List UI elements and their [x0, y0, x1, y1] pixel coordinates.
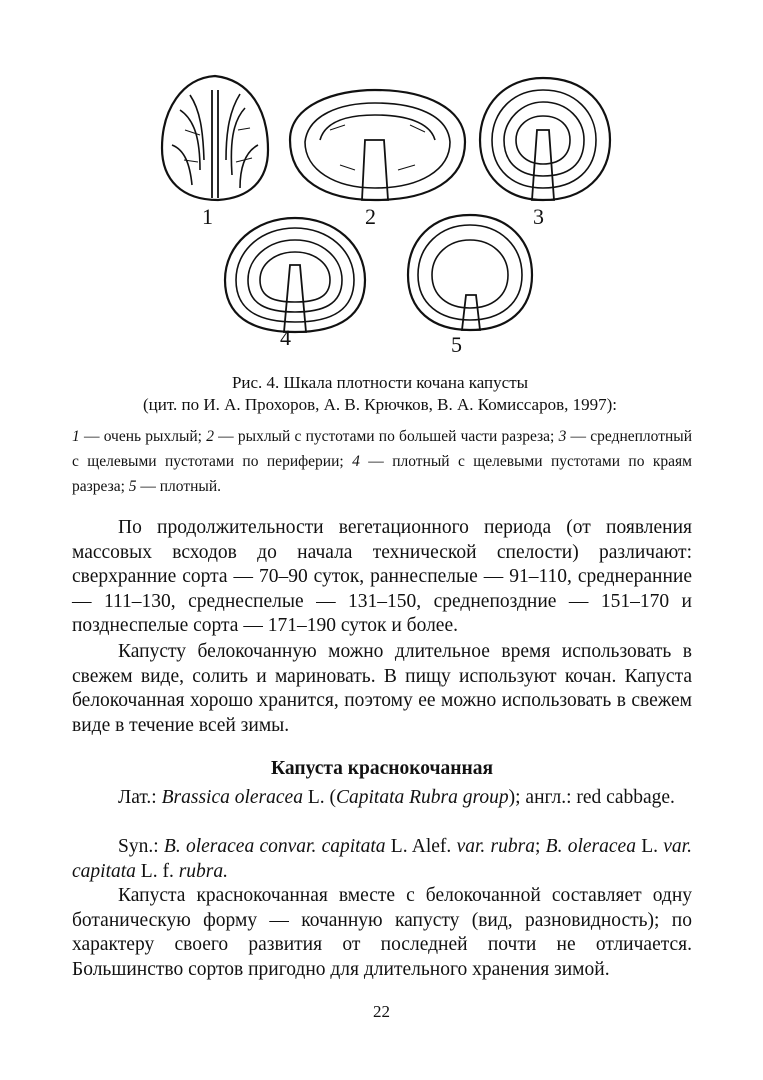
syn-e: B. oleracea — [545, 836, 636, 857]
legend-text-1: — очень рыхлый; — [79, 428, 207, 445]
caption-line-1: Рис. 4. Шкала плотности кочана капусты — [231, 373, 529, 392]
figure-legend — [72, 424, 692, 499]
figure-label-3: 3 — [533, 204, 544, 229]
legend-text-5: — плотный. — [136, 478, 221, 495]
legend-num-5: 5 — [128, 478, 137, 495]
latin-author: L. ( — [302, 787, 336, 808]
syn-f: L. — [635, 836, 664, 857]
latin-prefix: Лат.: — [118, 787, 162, 808]
legend-text-3: — среднеплотный с щелевыми пустотами по периферии; — [72, 428, 692, 470]
latin-species: Brassica oleracea — [161, 787, 303, 808]
paragraph-vegetation-period: По продолжительности вегетационного периода (от появления массовых всходов до начала технической спелости) различают: сверхранние сорта — 70–90 суток, раннеспелые — 91–110, среднеранние — 111–130, среднеспелые — 131–150, среднепоздние — 151–170 и позднеспелые сорта — 171–190 суток и более. — [72, 517, 692, 636]
syn-a: B. oleracea convar. capitata — [163, 836, 386, 857]
syn-d: ; — [534, 836, 546, 857]
cabbage-section-4 — [225, 218, 365, 332]
syn-h: L. f. — [135, 860, 179, 882]
cabbage-density-figure — [140, 70, 630, 360]
figure-label-1: 1 — [202, 204, 213, 229]
latin-suffix: ); англ.: red cabbage. — [508, 787, 675, 808]
synonym-line — [72, 835, 692, 884]
figure-label-4: 4 — [280, 325, 291, 350]
legend-text-2: — рыхлый с пустотами по большей части разреза; — [213, 428, 559, 445]
legend-num-3: 3 — [558, 428, 567, 445]
syn-b: L. Alef. — [385, 836, 457, 857]
paragraph-white-cabbage-use: Капусту белокочанную можно длительное время использовать в свежем виде, солить и мариновать. В пищу используют кочан. Капуста белокочанная хорошо хранится, поэтому ее можно использовать в свежем виде в течение всей зимы. — [72, 641, 692, 736]
legend-text-4: — плотный с щелевыми пустотами по краям разреза; — [72, 453, 692, 495]
legend-num-2: 2 — [206, 428, 214, 445]
latin-name-line — [72, 786, 692, 811]
paragraph-red-cabbage: Капуста краснокочанная вместе с белокочанной составляет одну ботаническую форму — кочанную капусту (вид, разновидность); по характеру своего развития от последней почти не отличается. Большинство сортов пригодно для длительного хранения зимой. — [72, 885, 692, 980]
figure-label-2: 2 — [365, 204, 376, 229]
cabbage-section-1 — [162, 76, 268, 200]
cabbage-section-2 — [290, 90, 465, 200]
syn-c: var. rubra — [456, 836, 535, 857]
syn-i: rubra. — [178, 860, 229, 882]
legend-num-4: 4 — [352, 453, 360, 470]
section-heading: Капуста краснокочанная — [270, 758, 494, 779]
cabbage-cross-sections-illustration — [140, 70, 630, 360]
syn-prefix: Syn.: — [118, 836, 164, 857]
figure-caption — [60, 372, 700, 416]
figure-label-5: 5 — [451, 332, 462, 357]
caption-line-2: (цит. по И. А. Прохоров, А. В. Крючков, В. А. Комиссаров, 1997): — [142, 395, 618, 414]
syn-g: var. capitata — [72, 836, 692, 882]
legend-num-1: 1 — [72, 428, 80, 445]
latin-group: Capitata Rubra group — [336, 787, 509, 808]
cabbage-section-3 — [480, 78, 610, 200]
cabbage-section-5 — [408, 215, 532, 330]
page-number: 22 — [373, 1002, 390, 1021]
